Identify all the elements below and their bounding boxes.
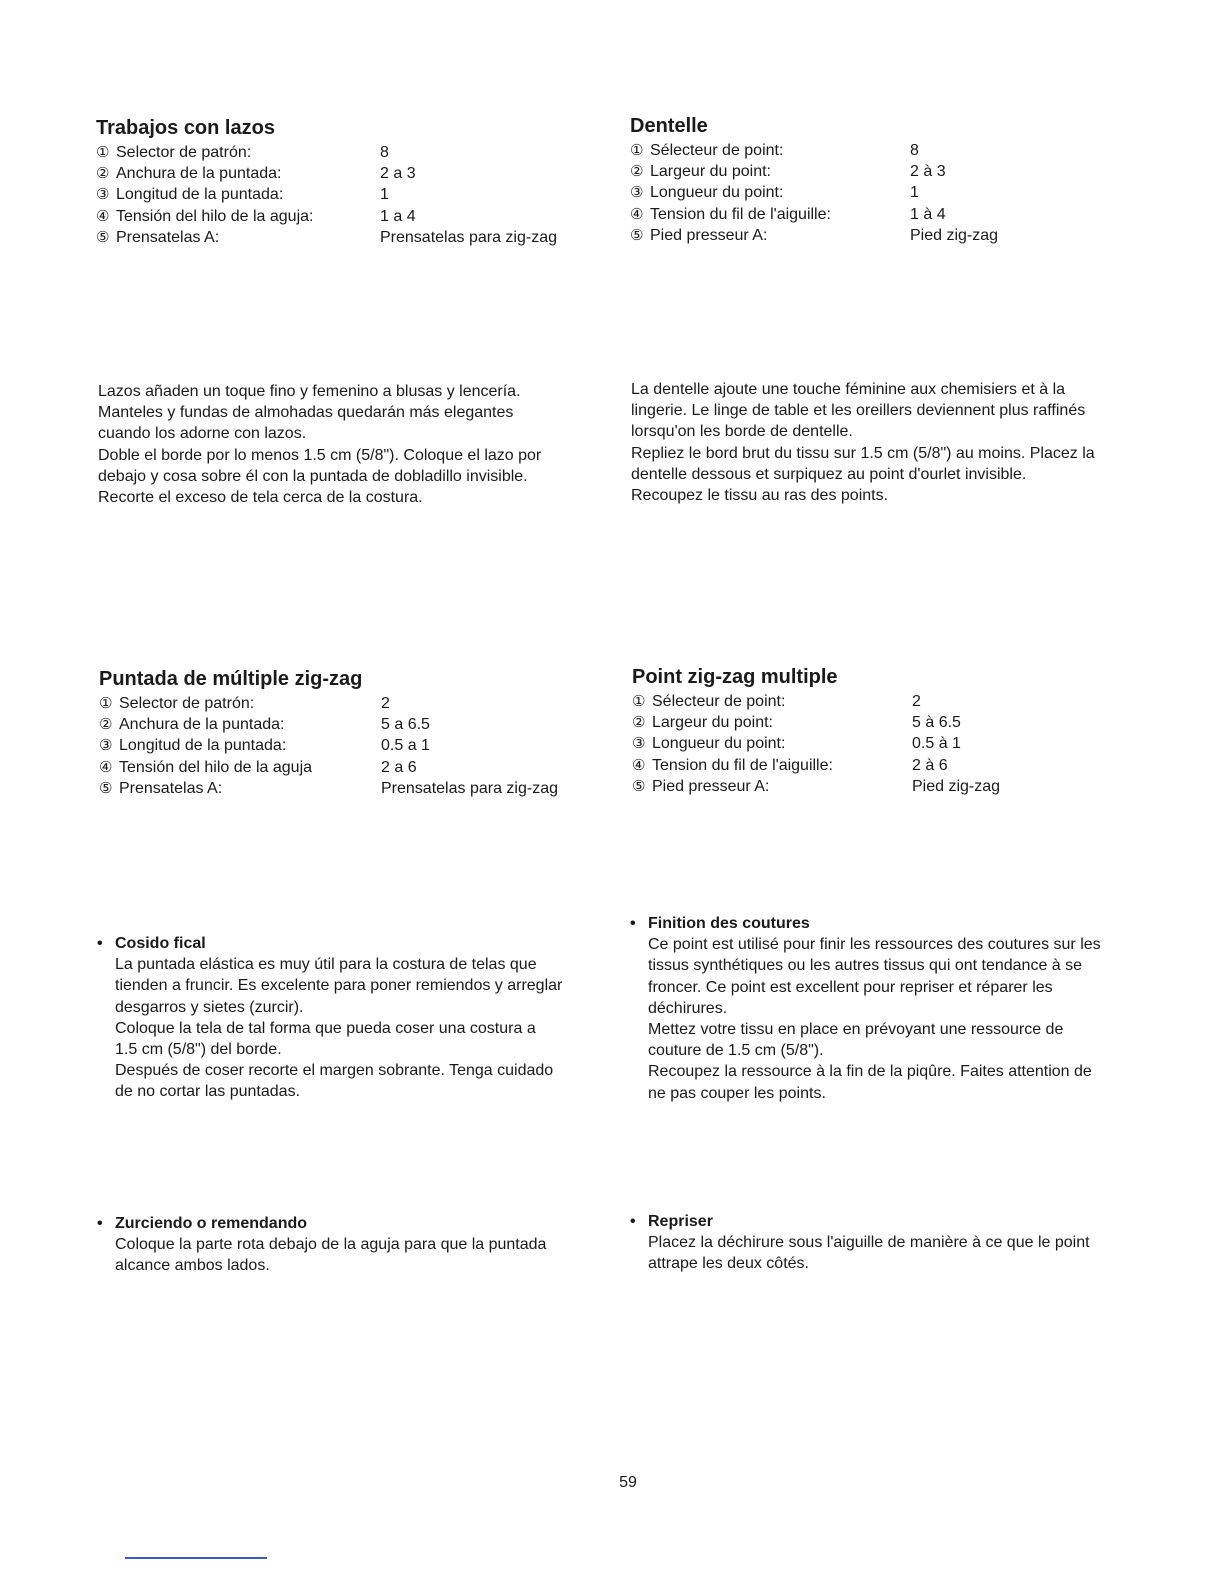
setting-row bbox=[96, 163, 416, 184]
setting-row bbox=[632, 776, 1001, 797]
setting-row bbox=[630, 204, 946, 225]
setting-label: Longitud de la puntada: bbox=[119, 737, 287, 755]
setting-row bbox=[96, 142, 389, 163]
setting-value: 5 à 6.5 bbox=[912, 714, 961, 732]
text-line: attrape les deux côtés. bbox=[648, 1255, 809, 1273]
text-line: Manteles y fundas de almohadas quedarán más elegantes bbox=[98, 404, 514, 422]
setting-number: ⑤ bbox=[96, 228, 110, 246]
setting-number: ① bbox=[99, 695, 113, 712]
text-line: Coloque la tela de tal forma que pueda coser una costura a bbox=[115, 1019, 536, 1037]
setting-number: ③ bbox=[96, 186, 110, 204]
footer-divider bbox=[125, 1557, 267, 1559]
setting-value: 1 a 4 bbox=[380, 207, 416, 225]
setting-number: ④ bbox=[99, 758, 113, 776]
text-line: lorsqu'on les borde de dentelle. bbox=[631, 423, 853, 441]
settings-list bbox=[630, 140, 999, 246]
setting-label: Longueur du point: bbox=[652, 735, 786, 753]
section-title: Trabajos con lazos bbox=[96, 117, 275, 139]
text-line: 1.5 cm (5/8") del borde. bbox=[115, 1040, 282, 1058]
bullet-body bbox=[97, 954, 562, 1102]
setting-value: 0.5 à 1 bbox=[912, 735, 961, 753]
setting-row bbox=[630, 225, 999, 246]
setting-value: 2 a 6 bbox=[381, 758, 417, 776]
bullet-icon: • bbox=[97, 1215, 103, 1232]
setting-label: Tensión del hilo de la aguja bbox=[119, 758, 313, 776]
bullet-title-text: Repriser bbox=[648, 1213, 713, 1230]
section-point-zig-zag-multiple bbox=[632, 665, 1001, 797]
text-line: froncer. Ce point est excellent pour repriser et réparer les bbox=[648, 978, 1053, 996]
setting-value: 8 bbox=[380, 144, 389, 161]
text-line: tissus synthétiques ou les autres tissus qui ont tendance à se bbox=[648, 957, 1083, 975]
setting-label: Largeur du point: bbox=[652, 714, 773, 732]
section-repriser bbox=[630, 1211, 1090, 1275]
setting-row bbox=[632, 733, 961, 754]
setting-value: 2 a 3 bbox=[380, 165, 416, 183]
text-line: couture de 1.5 cm (5/8"). bbox=[648, 1042, 824, 1060]
setting-value: 2 bbox=[912, 693, 921, 710]
bullet-title-text: Zurciendo o remendando bbox=[115, 1215, 308, 1232]
section-trabajos-con-lazos bbox=[96, 116, 557, 248]
bullet-heading bbox=[97, 933, 562, 954]
setting-row bbox=[99, 714, 430, 735]
text-line: desgarros y sietes (zurcir). bbox=[115, 998, 304, 1016]
bullet-title-text: Finition des coutures bbox=[648, 915, 810, 932]
setting-label: Selector de patrón: bbox=[116, 144, 252, 161]
text-line: ne pas couper les points. bbox=[648, 1084, 826, 1102]
setting-number: ⑤ bbox=[632, 777, 646, 795]
text-line: Ce point est utilisé pour finir les ressources des coutures sur les bbox=[648, 936, 1101, 954]
bullet-icon: • bbox=[97, 935, 103, 952]
setting-row bbox=[99, 757, 417, 778]
setting-value: 0.5 a 1 bbox=[381, 737, 430, 755]
bullet-title-text: Cosido fical bbox=[115, 935, 206, 952]
setting-row bbox=[632, 712, 961, 733]
text-line: dentelle dessous et surpiquez au point d'ourlet invisible. bbox=[631, 465, 1027, 483]
setting-row bbox=[632, 691, 921, 712]
text-line: Después de coser recorte el margen sobrante. Tenga cuidado bbox=[115, 1062, 554, 1080]
setting-label: Sélecteur de point: bbox=[652, 693, 786, 710]
text-line: Lazos añaden un toque fino y femenino a blusas y lencería. bbox=[98, 383, 521, 400]
section-finition-des-coutures bbox=[630, 913, 1101, 1104]
settings-list bbox=[632, 691, 1001, 797]
setting-number: ② bbox=[632, 714, 646, 732]
section-dentelle bbox=[630, 114, 999, 246]
setting-number: ② bbox=[96, 165, 110, 183]
text-line: Coloque la parte rota debajo de la aguja para que la puntada bbox=[115, 1236, 547, 1254]
setting-number: ④ bbox=[630, 205, 644, 223]
bullet-icon: • bbox=[630, 915, 636, 932]
text-line: alcance ambos lados. bbox=[115, 1257, 270, 1275]
setting-label: Tension du fil de l'aiguille: bbox=[652, 756, 833, 774]
section-cosido-fical bbox=[97, 933, 562, 1103]
bullet-heading bbox=[97, 1213, 546, 1234]
text-line: Recoupez le tissu au ras des points. bbox=[631, 486, 889, 504]
page-number: 59 bbox=[619, 1474, 637, 1491]
setting-row bbox=[630, 161, 946, 182]
text-line: Recoupez la ressource à la fin de la piqûre. Faites attention de bbox=[648, 1063, 1092, 1081]
setting-label: Longitud de la puntada: bbox=[116, 186, 284, 204]
setting-label: Longueur du point: bbox=[650, 184, 784, 202]
text-line: Mettez votre tissu en place en prévoyant une ressource de bbox=[648, 1020, 1064, 1038]
setting-value: 8 bbox=[910, 142, 919, 159]
setting-value: Prensatelas para zig-zag bbox=[380, 228, 557, 246]
text-line: tienden a fruncir. Es excelente para poner remiendos y arreglar bbox=[115, 977, 563, 995]
setting-label: Selector de patrón: bbox=[119, 695, 255, 712]
setting-number: ③ bbox=[632, 735, 646, 753]
setting-value: 1 bbox=[910, 184, 919, 202]
setting-row bbox=[99, 735, 430, 756]
text-line: La puntada elástica es muy útil para la costura de telas que bbox=[115, 956, 537, 974]
setting-number: ② bbox=[99, 716, 113, 734]
bullet-heading bbox=[630, 913, 1101, 934]
section-title: Puntada de múltiple zig-zag bbox=[99, 668, 363, 690]
section-zurciendo-o-remendando bbox=[97, 1213, 546, 1277]
setting-value: Prensatelas para zig-zag bbox=[381, 779, 558, 797]
bullet-icon: • bbox=[630, 1213, 636, 1230]
setting-label: Tensión del hilo de la aguja: bbox=[116, 207, 314, 225]
setting-label: Pied presseur A: bbox=[652, 777, 770, 795]
text-line: Recorte el exceso de tela cerca de la costura. bbox=[98, 488, 423, 506]
setting-label: Tension du fil de l'aiguille: bbox=[650, 205, 831, 223]
setting-number: ⑤ bbox=[630, 226, 644, 244]
setting-number: ② bbox=[630, 163, 644, 181]
text-line: de no cortar las puntadas. bbox=[115, 1083, 301, 1101]
setting-number: ⑤ bbox=[99, 779, 113, 797]
setting-row bbox=[99, 778, 558, 799]
trabajos-description bbox=[98, 381, 541, 508]
setting-label: Anchura de la puntada: bbox=[116, 165, 282, 183]
setting-row bbox=[96, 184, 389, 205]
setting-value: 2 à 3 bbox=[910, 163, 946, 181]
section-title: Point zig-zag multiple bbox=[632, 666, 838, 688]
setting-label: Prensatelas A: bbox=[116, 228, 220, 246]
bullet-body bbox=[97, 1234, 546, 1276]
text-line: lingerie. Le linge de table et les oreillers deviennent plus raffinés bbox=[631, 402, 1086, 420]
setting-label: Prensatelas A: bbox=[119, 779, 223, 797]
text-line: Repliez le bord brut du tissu sur 1.5 cm (5/8") au moins. Placez la bbox=[631, 444, 1095, 462]
setting-row bbox=[96, 206, 416, 227]
setting-value: 2 à 6 bbox=[912, 756, 948, 774]
text-line: debajo y cosa sobre él con la puntada de dobladillo invisible. bbox=[98, 467, 528, 485]
setting-row bbox=[630, 182, 919, 203]
setting-number: ④ bbox=[632, 756, 646, 774]
setting-row bbox=[630, 140, 919, 161]
setting-row bbox=[99, 693, 390, 714]
bullet-heading bbox=[630, 1211, 1090, 1232]
setting-value: 2 bbox=[381, 695, 390, 712]
setting-number: ① bbox=[96, 144, 110, 161]
setting-value: Pied zig-zag bbox=[910, 226, 999, 244]
setting-number: ① bbox=[632, 693, 646, 710]
setting-number: ③ bbox=[630, 184, 644, 202]
text-line: déchirures. bbox=[648, 999, 728, 1017]
setting-number: ① bbox=[630, 142, 644, 159]
section-puntada-multiple-zig-zag bbox=[99, 667, 558, 799]
setting-label: Sélecteur de point: bbox=[650, 142, 784, 159]
text-line: La dentelle ajoute une touche féminine aux chemisiers et à la bbox=[631, 381, 1066, 398]
setting-row bbox=[632, 755, 948, 776]
setting-value: 5 a 6.5 bbox=[381, 716, 430, 734]
dentelle-description bbox=[631, 379, 1095, 506]
setting-value: Pied zig-zag bbox=[912, 777, 1001, 795]
bullet-body bbox=[630, 934, 1101, 1104]
text-line: Doble el borde por lo menos 1.5 cm (5/8"). Coloque el lazo por bbox=[98, 446, 542, 464]
setting-label: Pied presseur A: bbox=[650, 226, 768, 244]
settings-list bbox=[99, 693, 558, 799]
bullet-body bbox=[630, 1232, 1090, 1274]
text-line: cuando los adorne con lazos. bbox=[98, 425, 307, 443]
setting-label: Anchura de la puntada: bbox=[119, 716, 285, 734]
text-line: Placez la déchirure sous l'aiguille de manière à ce que le point bbox=[648, 1234, 1090, 1252]
setting-label: Largeur du point: bbox=[650, 163, 771, 181]
section-title: Dentelle bbox=[630, 115, 708, 137]
setting-value: 1 à 4 bbox=[910, 205, 946, 223]
setting-number: ④ bbox=[96, 207, 110, 225]
setting-number: ③ bbox=[99, 737, 113, 755]
setting-row bbox=[96, 227, 557, 248]
settings-list bbox=[96, 142, 557, 248]
setting-value: 1 bbox=[380, 186, 389, 204]
